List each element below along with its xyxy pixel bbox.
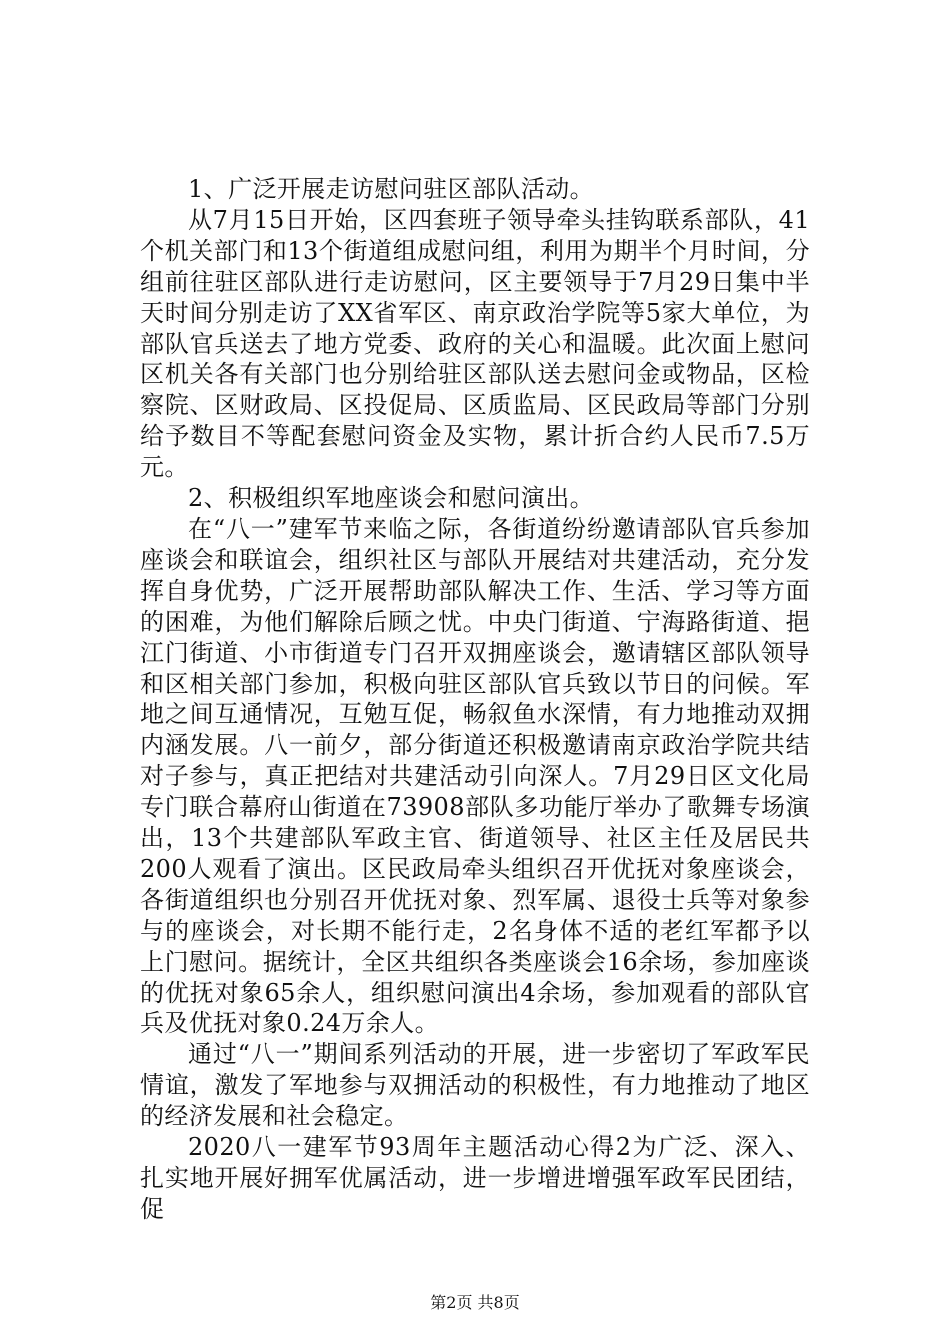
page-number-footer: 第2页 共8页 [430,1293,520,1312]
paragraph-visits-detail: 从7月15日开始，区四套班子领导牵头挂钩联系部队，41个机关部门和13个街道组成慰问组，利用为期半个月时间，分组前往驻区部队进行走访慰问，区主要领导于7月29日集中半天时间分别走访了XX省军区、南京政治学院等5家大单位，为部队官兵送去了地方党委、政府的关心和温暖。此次面上慰问区机关各有关部门也分别给驻区部队送去慰问金或物品，区检察院、区财政局、区投促局、区质监局、区民政局等部门分别给予数目不等配套慰问资金及实物，累计折合约人民币7.5万元。 [140,205,810,482]
paragraph-next-article: 2020八一建军节93周年主题活动心得2为广泛、深入、扎实地开展好拥军优属活动，进一步增进增强军政军民团结，促 [140,1133,810,1223]
paragraph-summary: 通过“八一”期间系列活动的开展，进一步密切了军政军民情谊，激发了军地参与双拥活动的积极性，有力地推动了地区的经济发展和社会稳定。 [140,1040,810,1131]
section-heading-visits: 1、广泛开展走访慰问驻区部队活动。 [188,175,595,203]
paragraph-forums-detail: 在“八一”建军节来临之际，各街道纷纷邀请部队官兵参加座谈会和联谊会，组织社区与部队开展结对共建活动，充分发挥自身优势，广泛开展帮助部队解决工作、生活、学习等方面的困难，为他们解除后顾之忧。中央门街道、宁海路街道、挹江门街道、小市街道专门召开双拥座谈会，邀请辖区部队领导和区相关部门参加，积极向驻区部队官兵致以节日的问候。军地之间互通情况，互勉互促，畅叙鱼水深情，有力地推动双拥内涵发展。八一前夕，部分街道还积极邀请南京政治学院共结对子参与，真正把结对共建活动引向深人。7月29日区文化局专门联合幕府山街道在73908部队多功能厅举办了歌舞专场演出，13个共建部队军政主官、街道领导、社区主任及居民共200人观看了演出。区民政局牵头组织召开优抚对象座谈会，各街道组织也分别召开优抚对象、烈军属、退役士兵等对象参与的座谈会，对长期不能行走，2名身体不适的老红军都予以上门慰问。据统计，全区共组织各类座谈会16余场，参加座谈的优抚对象65余人，组织慰问演出4余场，参加观看的部队官兵及优抚对象0.24万余人。 [140,514,810,1038]
document-body [140,174,810,1225]
section-heading-forums: 2、积极组织军地座谈会和慰问演出。 [188,484,595,513]
